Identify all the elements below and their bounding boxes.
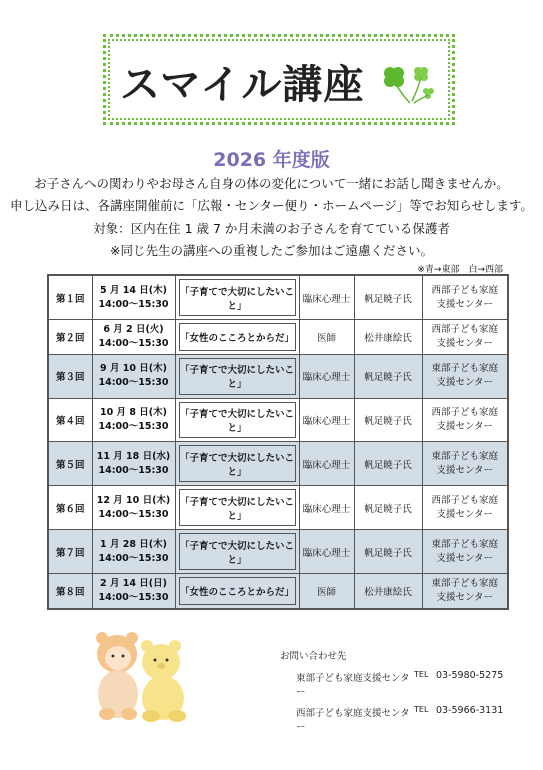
- contact-block: [280, 648, 526, 740]
- location-line-1: 東部子ども家庭: [431, 538, 498, 550]
- location-line-1: 西部子ども家庭: [431, 323, 498, 335]
- lecture-title: 「女性のこころとからだ」: [179, 577, 296, 605]
- phone-number[interactable]: 03-5980-5275: [436, 670, 504, 681]
- speaker-name: 帆足暁子氏: [354, 354, 422, 398]
- lecture-title: 「子育てで大切にしたいこと」: [179, 279, 296, 316]
- intro-line-4: ※同じ先生の講座への重複したご参加はご遠慮ください。: [110, 243, 433, 258]
- lecture-title: 「子育てで大切にしたいこと」: [179, 533, 296, 570]
- location-line-2: 支援センター: [436, 592, 494, 604]
- children-illustration: [85, 626, 195, 726]
- location-line-1: 西部子ども家庭: [431, 406, 498, 418]
- location-line-1: 東部子ども家庭: [431, 363, 498, 375]
- session-datetime: [92, 530, 175, 574]
- clover-icon: [376, 59, 438, 109]
- session-time: 14:00～15:30: [98, 337, 169, 349]
- session-location: [422, 530, 508, 574]
- legend-note: ※青→東部 白→西部: [417, 265, 503, 275]
- speaker-role: 臨床心理士: [299, 354, 354, 398]
- intro-line-1: お子さんへの関わりやお母さん自身の体の変化について一緒にお話し聞きませんか。: [34, 176, 509, 191]
- lecture-cell: [175, 398, 299, 442]
- speaker-name: 帆足暁子氏: [354, 275, 422, 320]
- speaker-name: 松井康絵氏: [354, 320, 422, 354]
- tel-label: TEL: [414, 705, 429, 714]
- location-line-2: 支援センター: [436, 377, 494, 389]
- lecture-cell: [175, 275, 299, 320]
- lecture-cell: [175, 486, 299, 530]
- session-datetime: [92, 486, 175, 530]
- intro-line-2: 申し込み日は、各講座開催前に「広報・センター便り・ホームページ」等でお知らせします。: [10, 198, 533, 213]
- contact-name: 西部子ども家庭支援センター: [296, 708, 410, 733]
- lecture-title: 「子育てで大切にしたいこと」: [179, 402, 296, 439]
- session-number: 第２回: [48, 320, 92, 354]
- schedule-table: [47, 274, 509, 610]
- session-number: 第６回: [48, 486, 92, 530]
- session-date: 2 月 14 日(日): [100, 578, 167, 590]
- speaker-name: 帆足暁子氏: [354, 398, 422, 442]
- session-number: 第５回: [48, 442, 92, 486]
- lecture-title: 「子育てで大切にしたいこと」: [179, 445, 296, 482]
- speaker-name: 帆足暁子氏: [354, 442, 422, 486]
- session-time: 14:00～15:30: [98, 298, 169, 310]
- schedule-row: [48, 442, 508, 486]
- session-location: [422, 486, 508, 530]
- location-line-1: 東部子ども家庭: [431, 578, 498, 590]
- session-location: [422, 354, 508, 398]
- speaker-name: 帆足暁子氏: [354, 486, 422, 530]
- session-date: 1 月 28 日(木): [100, 538, 167, 550]
- year-label: 2026 年度版: [213, 149, 330, 171]
- schedule-row: [48, 530, 508, 574]
- contact-name: 東部子ども家庭支援センター: [296, 673, 410, 698]
- session-number: 第７回: [48, 530, 92, 574]
- session-location: [422, 320, 508, 354]
- session-date: 10 月 8 日(木): [100, 406, 167, 418]
- session-time: 14:00～15:30: [98, 377, 169, 389]
- location-line-2: 支援センター: [436, 508, 494, 520]
- title-frame: [103, 34, 455, 125]
- session-date: 5 月 14 日(木): [100, 284, 167, 296]
- contact-row: [296, 670, 526, 698]
- lecture-cell: [175, 354, 299, 398]
- session-datetime: [92, 275, 175, 320]
- session-date: 12 月 10 日(木): [96, 494, 171, 506]
- contact-label: お問い合わせ先: [280, 651, 347, 662]
- page-title: スマイル講座: [120, 62, 365, 108]
- contact-row: [296, 705, 526, 733]
- session-datetime: [92, 574, 175, 609]
- location-line-2: 支援センター: [436, 552, 494, 564]
- location-line-1: 西部子ども家庭: [431, 494, 498, 506]
- session-datetime: [92, 442, 175, 486]
- intro-line-3: 対象：区内在住 1 歳 7 か月未満のお子さんを育てている保護者: [93, 221, 450, 236]
- schedule-row: [48, 486, 508, 530]
- speaker-role: 臨床心理士: [299, 442, 354, 486]
- schedule-row: [48, 398, 508, 442]
- schedule-row: [48, 354, 508, 398]
- phone-number[interactable]: 03-5966-3131: [436, 705, 504, 716]
- session-number: 第４回: [48, 398, 92, 442]
- schedule-row: [48, 320, 508, 354]
- speaker-name: 松井康絵氏: [354, 574, 422, 609]
- session-number: 第１回: [48, 275, 92, 320]
- location-line-2: 支援センター: [436, 464, 494, 476]
- location-line-2: 支援センター: [436, 337, 494, 349]
- location-line-1: 東部子ども家庭: [431, 450, 498, 462]
- location-line-1: 西部子ども家庭: [431, 284, 498, 296]
- speaker-role: 臨床心理士: [299, 530, 354, 574]
- speaker-name: 帆足暁子氏: [354, 530, 422, 574]
- session-date: 9 月 10 日(木): [100, 363, 167, 375]
- session-location: [422, 275, 508, 320]
- session-datetime: [92, 320, 175, 354]
- session-datetime: [92, 354, 175, 398]
- speaker-role: 臨床心理士: [299, 275, 354, 320]
- session-number: 第３回: [48, 354, 92, 398]
- speaker-role: 医師: [299, 574, 354, 609]
- session-time: 14:00～15:30: [98, 508, 169, 520]
- lecture-title: 「子育てで大切にしたいこと」: [179, 358, 296, 395]
- session-datetime: [92, 398, 175, 442]
- session-location: [422, 442, 508, 486]
- title-frame-inner: [108, 39, 450, 120]
- session-date: 6 月 2 日(火): [103, 323, 164, 335]
- speaker-role: 臨床心理士: [299, 398, 354, 442]
- lecture-cell: [175, 442, 299, 486]
- session-date: 11 月 18 日(水): [96, 450, 171, 462]
- schedule-row: [48, 275, 508, 320]
- lecture-title: 「子育てで大切にしたいこと」: [179, 489, 296, 526]
- session-location: [422, 398, 508, 442]
- location-line-2: 支援センター: [436, 298, 494, 310]
- speaker-role: 医師: [299, 320, 354, 354]
- location-line-2: 支援センター: [436, 420, 494, 432]
- lecture-cell: [175, 320, 299, 354]
- lecture-cell: [175, 530, 299, 574]
- schedule-row: [48, 574, 508, 609]
- session-time: 14:00～15:30: [98, 420, 169, 432]
- session-time: 14:00～15:30: [98, 464, 169, 476]
- lecture-title: 「女性のこころとからだ」: [179, 323, 296, 350]
- speaker-role: 臨床心理士: [299, 486, 354, 530]
- session-time: 14:00～15:30: [98, 592, 169, 604]
- tel-label: TEL: [414, 670, 429, 679]
- session-location: [422, 574, 508, 609]
- session-time: 14:00～15:30: [98, 552, 169, 564]
- lecture-cell: [175, 574, 299, 609]
- session-number: 第８回: [48, 574, 92, 609]
